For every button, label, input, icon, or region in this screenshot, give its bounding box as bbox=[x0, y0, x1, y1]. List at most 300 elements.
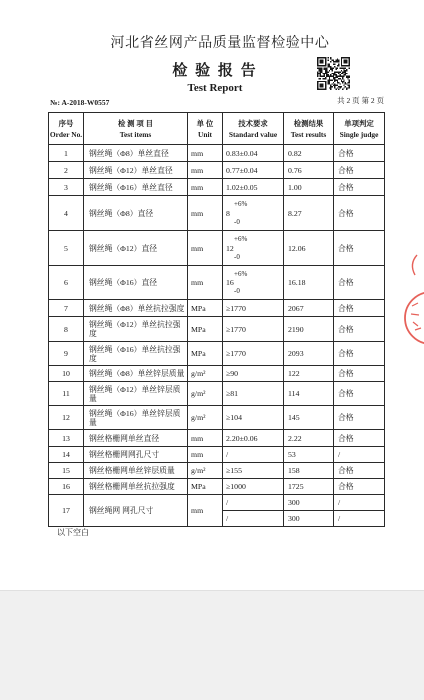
test-result-cell: 145 bbox=[284, 406, 334, 430]
qr-module bbox=[333, 74, 334, 75]
qr-module bbox=[346, 87, 347, 88]
qr-module bbox=[346, 70, 347, 71]
qr-module bbox=[343, 79, 344, 80]
qr-module bbox=[333, 78, 334, 79]
qr-module bbox=[326, 72, 327, 73]
qr-module bbox=[317, 85, 318, 86]
qr-module bbox=[333, 82, 334, 83]
test-item-cell: 钢丝绳（Φ8）直径 bbox=[84, 196, 188, 231]
qr-module bbox=[324, 57, 325, 58]
qr-module bbox=[324, 74, 325, 75]
test-result-cell: 2190 bbox=[284, 317, 334, 342]
qr-module bbox=[322, 89, 323, 90]
qr-module bbox=[321, 89, 322, 90]
qr-module bbox=[329, 77, 330, 78]
qr-module bbox=[325, 86, 326, 87]
qr-module bbox=[334, 85, 335, 86]
qr-module bbox=[337, 77, 338, 78]
qr-module bbox=[322, 62, 323, 63]
qr-module bbox=[330, 87, 331, 88]
qr-module bbox=[325, 87, 326, 88]
qr-module bbox=[321, 75, 322, 76]
qr-module bbox=[334, 61, 335, 62]
qr-module bbox=[347, 87, 348, 88]
qr-module bbox=[341, 65, 342, 66]
qr-module bbox=[321, 57, 322, 58]
unit-cell: g/m² bbox=[188, 406, 223, 430]
qr-module bbox=[320, 68, 321, 69]
qr-module bbox=[332, 69, 333, 70]
unit-cell: mm bbox=[188, 495, 223, 527]
header-label-cn: 序号 bbox=[58, 118, 74, 128]
order-number-cell: 9 bbox=[49, 342, 84, 366]
nominal-value: 16 bbox=[226, 278, 234, 287]
qr-module bbox=[346, 75, 347, 76]
qr-module bbox=[329, 64, 330, 65]
qr-module bbox=[332, 70, 333, 71]
qr-module bbox=[345, 57, 346, 58]
qr-module bbox=[333, 61, 334, 62]
qr-module bbox=[342, 75, 343, 76]
qr-module bbox=[347, 82, 348, 83]
qr-module bbox=[317, 86, 318, 87]
standard-value-cell: ≥1770 bbox=[223, 317, 284, 342]
single-judge-cell: 合格 bbox=[334, 406, 385, 430]
standard-value-cell: ≥90 bbox=[223, 366, 284, 382]
qr-module bbox=[321, 62, 322, 63]
qr-module bbox=[345, 68, 346, 69]
qr-module bbox=[345, 65, 346, 66]
qr-module bbox=[333, 75, 334, 76]
tolerance-lower: -0 bbox=[234, 287, 240, 295]
qr-module bbox=[334, 64, 335, 65]
qr-module bbox=[334, 73, 335, 74]
test-item-cell: 钢丝绳（Φ12）直径 bbox=[84, 231, 188, 266]
single-judge-cell: 合格 bbox=[334, 179, 385, 196]
qr-module bbox=[345, 60, 346, 61]
qr-module bbox=[345, 62, 346, 63]
unit-cell: MPa bbox=[188, 317, 223, 342]
qr-module bbox=[337, 75, 338, 76]
qr-module bbox=[349, 77, 350, 78]
tolerance-lower: -0 bbox=[234, 217, 240, 226]
qr-module bbox=[346, 60, 347, 61]
qr-module bbox=[317, 74, 318, 75]
qr-module bbox=[339, 68, 340, 69]
standard-value-cell bbox=[223, 196, 284, 231]
standard-value-cell: 0.77±0.04 bbox=[223, 162, 284, 179]
qr-module bbox=[325, 58, 326, 59]
qr-module bbox=[333, 60, 334, 61]
seal-marks bbox=[411, 303, 421, 330]
qr-module bbox=[320, 89, 321, 90]
qr-module bbox=[324, 75, 325, 76]
qr-module bbox=[324, 73, 325, 74]
qr-module bbox=[334, 79, 335, 80]
order-number-cell: 3 bbox=[49, 179, 84, 196]
qr-module bbox=[318, 73, 319, 74]
qr-module bbox=[343, 72, 344, 73]
qr-module bbox=[341, 86, 342, 87]
standard-value-cell: ≥1000 bbox=[223, 479, 284, 495]
table-row bbox=[49, 479, 385, 495]
qr-module bbox=[321, 81, 322, 82]
single-judge-cell: 合格 bbox=[334, 479, 385, 495]
qr-module bbox=[347, 57, 348, 58]
tolerance-upper: +6% bbox=[234, 200, 248, 208]
qr-module bbox=[334, 72, 335, 73]
qr-module bbox=[325, 70, 326, 71]
qr-module bbox=[349, 79, 350, 80]
single-judge-cell: 合格 bbox=[334, 266, 385, 300]
qr-module bbox=[324, 81, 325, 82]
qr-module bbox=[317, 60, 318, 61]
qr-module bbox=[317, 75, 318, 76]
qr-module bbox=[328, 74, 329, 75]
qr-module bbox=[328, 72, 329, 73]
single-judge-cell: 合格 bbox=[334, 231, 385, 266]
qr-module bbox=[329, 75, 330, 76]
tolerance-lower: -0 bbox=[234, 252, 240, 261]
qr-module bbox=[341, 73, 342, 74]
qr-module bbox=[335, 72, 336, 73]
qr-module bbox=[324, 89, 325, 90]
qr-module bbox=[330, 75, 331, 76]
qr-module bbox=[338, 73, 339, 74]
standard-value-cell: ≥155 bbox=[223, 463, 284, 479]
qr-module bbox=[343, 61, 344, 62]
qr-module bbox=[318, 57, 319, 58]
qr-module bbox=[328, 82, 329, 83]
qr-module bbox=[317, 73, 318, 74]
qr-module bbox=[339, 86, 340, 87]
qr-module bbox=[320, 65, 321, 66]
test-result-cell: 8.27 bbox=[284, 196, 334, 231]
qr-module bbox=[343, 70, 344, 71]
qr-module bbox=[318, 70, 319, 71]
qr-module bbox=[320, 62, 321, 63]
qr-module bbox=[320, 83, 321, 84]
header-standard-value bbox=[223, 113, 284, 145]
qr-module bbox=[324, 68, 325, 69]
standard-value-cell: 0.83±0.04 bbox=[223, 145, 284, 162]
table-row bbox=[49, 317, 385, 342]
table-row bbox=[49, 495, 385, 511]
qr-module bbox=[332, 75, 333, 76]
qr-module bbox=[333, 73, 334, 74]
test-item-cell: 钢丝格栅网单丝锌层质量 bbox=[84, 463, 188, 479]
qr-module bbox=[317, 65, 318, 66]
test-result-cell: 0.76 bbox=[284, 162, 334, 179]
qr-module bbox=[338, 89, 339, 90]
test-result-cell: 0.82 bbox=[284, 145, 334, 162]
qr-module bbox=[332, 79, 333, 80]
unit-cell: MPa bbox=[188, 342, 223, 366]
qr-module bbox=[329, 65, 330, 66]
qr-module bbox=[328, 57, 329, 58]
test-item-cell: 钢丝绳（Φ8）单丝抗拉强度 bbox=[84, 300, 188, 317]
qr-module bbox=[337, 72, 338, 73]
table-row bbox=[49, 447, 385, 463]
qr-module bbox=[328, 66, 329, 67]
qr-module bbox=[324, 78, 325, 79]
header-test-results bbox=[284, 113, 334, 145]
qr-module bbox=[326, 69, 327, 70]
standard-value-cell: / bbox=[223, 447, 284, 463]
qr-module bbox=[337, 60, 338, 61]
qr-module bbox=[337, 65, 338, 66]
table-row bbox=[49, 430, 385, 447]
qr-module bbox=[338, 60, 339, 61]
order-number-cell: 5 bbox=[49, 231, 84, 266]
qr-module bbox=[329, 81, 330, 82]
nominal-value: 8 bbox=[226, 208, 230, 218]
header-test-items bbox=[84, 113, 188, 145]
qr-module bbox=[347, 77, 348, 78]
qr-module bbox=[326, 75, 327, 76]
test-item-cell: 钢丝绳（Φ12）单丝直径 bbox=[84, 162, 188, 179]
test-item-cell: 钢丝绳（Φ8）单丝直径 bbox=[84, 145, 188, 162]
qr-module bbox=[329, 70, 330, 71]
header-label-cn: 单项判定 bbox=[344, 118, 374, 128]
qr-module bbox=[321, 65, 322, 66]
qr-module bbox=[341, 70, 342, 71]
qr-module bbox=[321, 68, 322, 69]
order-number-cell: 6 bbox=[49, 266, 84, 300]
table-row bbox=[49, 266, 385, 300]
qr-module bbox=[339, 83, 340, 84]
header-label-en: Unit bbox=[198, 129, 212, 139]
order-number-cell: 2 bbox=[49, 162, 84, 179]
qr-module bbox=[341, 61, 342, 62]
qr-module bbox=[322, 86, 323, 87]
qr-module bbox=[349, 64, 350, 65]
test-item-cell: 钢丝绳（Φ16）单丝直径 bbox=[84, 179, 188, 196]
qr-module bbox=[325, 73, 326, 74]
qr-module bbox=[347, 65, 348, 66]
single-judge-cell: 合格 bbox=[334, 317, 385, 342]
qr-module bbox=[320, 81, 321, 82]
qr-module bbox=[341, 64, 342, 65]
qr-module bbox=[342, 81, 343, 82]
order-number-cell: 8 bbox=[49, 317, 84, 342]
qr-module bbox=[317, 68, 318, 69]
qr-module bbox=[328, 64, 329, 65]
qr-module bbox=[325, 65, 326, 66]
qr-module bbox=[325, 68, 326, 69]
test-result-cell: 1.00 bbox=[284, 179, 334, 196]
qr-module bbox=[320, 74, 321, 75]
standard-value-cell: / bbox=[223, 511, 284, 527]
qr-module bbox=[317, 64, 318, 65]
qr-module bbox=[349, 58, 350, 59]
blank-below-note: 以下空白 bbox=[57, 528, 89, 537]
qr-module bbox=[338, 65, 339, 66]
qr-module bbox=[317, 89, 318, 90]
order-number-cell: 10 bbox=[49, 366, 84, 382]
order-number-cell: 4 bbox=[49, 196, 84, 231]
test-result-cell: 158 bbox=[284, 463, 334, 479]
qr-module bbox=[322, 61, 323, 62]
qr-module bbox=[318, 78, 319, 79]
single-judge-cell: / bbox=[334, 511, 385, 527]
single-judge-cell: 合格 bbox=[334, 162, 385, 179]
table-row bbox=[49, 231, 385, 266]
test-result-cell: 2.22 bbox=[284, 430, 334, 447]
qr-module bbox=[321, 86, 322, 87]
test-result-cell: 1725 bbox=[284, 479, 334, 495]
test-item-cell: 钢丝绳网 网孔尺寸 bbox=[84, 495, 188, 527]
qr-module bbox=[320, 75, 321, 76]
qr-module bbox=[317, 58, 318, 59]
unit-cell: g/m² bbox=[188, 463, 223, 479]
qr-module bbox=[343, 87, 344, 88]
qr-module bbox=[349, 85, 350, 86]
qr-module bbox=[345, 70, 346, 71]
qr-module bbox=[335, 79, 336, 80]
qr-module bbox=[322, 57, 323, 58]
single-judge-cell: 合格 bbox=[334, 366, 385, 382]
qr-module bbox=[325, 85, 326, 86]
qr-module bbox=[342, 78, 343, 79]
qr-module bbox=[318, 65, 319, 66]
qr-module bbox=[341, 79, 342, 80]
qr-module bbox=[333, 85, 334, 86]
qr-module bbox=[343, 62, 344, 63]
qr-module bbox=[343, 69, 344, 70]
qr-module bbox=[334, 66, 335, 67]
qr-module bbox=[346, 73, 347, 74]
qr-module bbox=[329, 83, 330, 84]
qr-module bbox=[320, 61, 321, 62]
qr-module bbox=[343, 65, 344, 66]
table-row bbox=[49, 406, 385, 430]
qr-module bbox=[326, 68, 327, 69]
header-unit bbox=[188, 113, 223, 145]
qr-module bbox=[332, 86, 333, 87]
test-item-cell: 钢丝绳（Φ12）单丝锌层质量 bbox=[84, 382, 188, 406]
header-label-en: Test items bbox=[119, 129, 152, 139]
qr-module bbox=[328, 83, 329, 84]
test-result-cell: 122 bbox=[284, 366, 334, 382]
qr-module bbox=[343, 75, 344, 76]
single-judge-cell: 合格 bbox=[334, 382, 385, 406]
qr-module bbox=[334, 74, 335, 75]
qr-module bbox=[320, 78, 321, 79]
qr-module bbox=[330, 79, 331, 80]
qr-module bbox=[345, 82, 346, 83]
qr-module bbox=[342, 89, 343, 90]
qr-module bbox=[317, 81, 318, 82]
qr-module bbox=[325, 81, 326, 82]
report-number: №: A-2018-W0557 bbox=[50, 98, 110, 107]
order-number-cell: 15 bbox=[49, 463, 84, 479]
qr-module bbox=[320, 72, 321, 73]
qr-module bbox=[325, 60, 326, 61]
qr-module bbox=[326, 74, 327, 75]
test-result-cell: 300 bbox=[284, 511, 334, 527]
qr-module bbox=[347, 85, 348, 86]
test-item-cell: 钢丝格栅网单丝直径 bbox=[84, 430, 188, 447]
standard-value-cell bbox=[223, 266, 284, 300]
header-label-cn: 检 测 项 目 bbox=[117, 118, 154, 128]
qr-module bbox=[341, 58, 342, 59]
tolerance-upper: +6% bbox=[234, 269, 248, 278]
single-judge-cell: 合格 bbox=[334, 196, 385, 231]
qr-module bbox=[342, 77, 343, 78]
qr-module bbox=[334, 77, 335, 78]
qr-module bbox=[326, 70, 327, 71]
qr-module bbox=[339, 78, 340, 79]
test-item-cell: 钢丝绳（Φ16）直径 bbox=[84, 266, 188, 300]
qr-module bbox=[318, 89, 319, 90]
unit-cell: mm bbox=[188, 430, 223, 447]
qr-module bbox=[325, 78, 326, 79]
qr-module bbox=[347, 78, 348, 79]
test-result-cell: 12.06 bbox=[284, 231, 334, 266]
qr-module bbox=[346, 89, 347, 90]
header-label-cn: 检测结果 bbox=[293, 118, 324, 128]
qr-module bbox=[337, 82, 338, 83]
qr-module bbox=[337, 58, 338, 59]
order-number-cell: 17 bbox=[49, 495, 84, 527]
table-body bbox=[49, 145, 385, 527]
qr-module bbox=[330, 86, 331, 87]
qr-module bbox=[324, 69, 325, 70]
test-item-cell: 钢丝绳（Φ16）单丝锌层质量 bbox=[84, 406, 188, 430]
single-judge-cell: / bbox=[334, 447, 385, 463]
qr-module bbox=[317, 61, 318, 62]
table-row bbox=[49, 342, 385, 366]
unit-cell: mm bbox=[188, 266, 223, 300]
qr-module bbox=[322, 75, 323, 76]
qr-module bbox=[349, 86, 350, 87]
qr-module bbox=[322, 83, 323, 84]
qr-module bbox=[337, 85, 338, 86]
qr-module bbox=[337, 81, 338, 82]
qr-module bbox=[321, 69, 322, 70]
qr-module bbox=[329, 78, 330, 79]
qr-module bbox=[320, 85, 321, 86]
qr-module bbox=[339, 87, 340, 88]
organization-name: 河北省丝网产品质量监督检验中心 bbox=[110, 36, 330, 51]
header-label-en: Order No. bbox=[49, 129, 83, 139]
nominal-value: 12 bbox=[226, 243, 234, 253]
qr-module bbox=[339, 75, 340, 76]
qr-code bbox=[317, 57, 350, 90]
qr-module bbox=[339, 74, 340, 75]
qr-module bbox=[328, 81, 329, 82]
unit-cell: g/m² bbox=[188, 366, 223, 382]
qr-module bbox=[345, 72, 346, 73]
qr-module bbox=[345, 73, 346, 74]
qr-module bbox=[346, 69, 347, 70]
qr-module bbox=[322, 65, 323, 66]
qr-module bbox=[335, 89, 336, 90]
test-result-cell: 16.18 bbox=[284, 266, 334, 300]
qr-module bbox=[349, 68, 350, 69]
table-row bbox=[49, 162, 385, 179]
qr-module bbox=[333, 64, 334, 65]
qr-module bbox=[325, 89, 326, 90]
qr-module bbox=[328, 65, 329, 66]
qr-module bbox=[349, 57, 350, 58]
test-result-cell: 300 bbox=[284, 495, 334, 511]
qr-module bbox=[325, 82, 326, 83]
qr-module bbox=[338, 86, 339, 87]
single-judge-cell: 合格 bbox=[334, 342, 385, 366]
qr-module bbox=[317, 83, 318, 84]
